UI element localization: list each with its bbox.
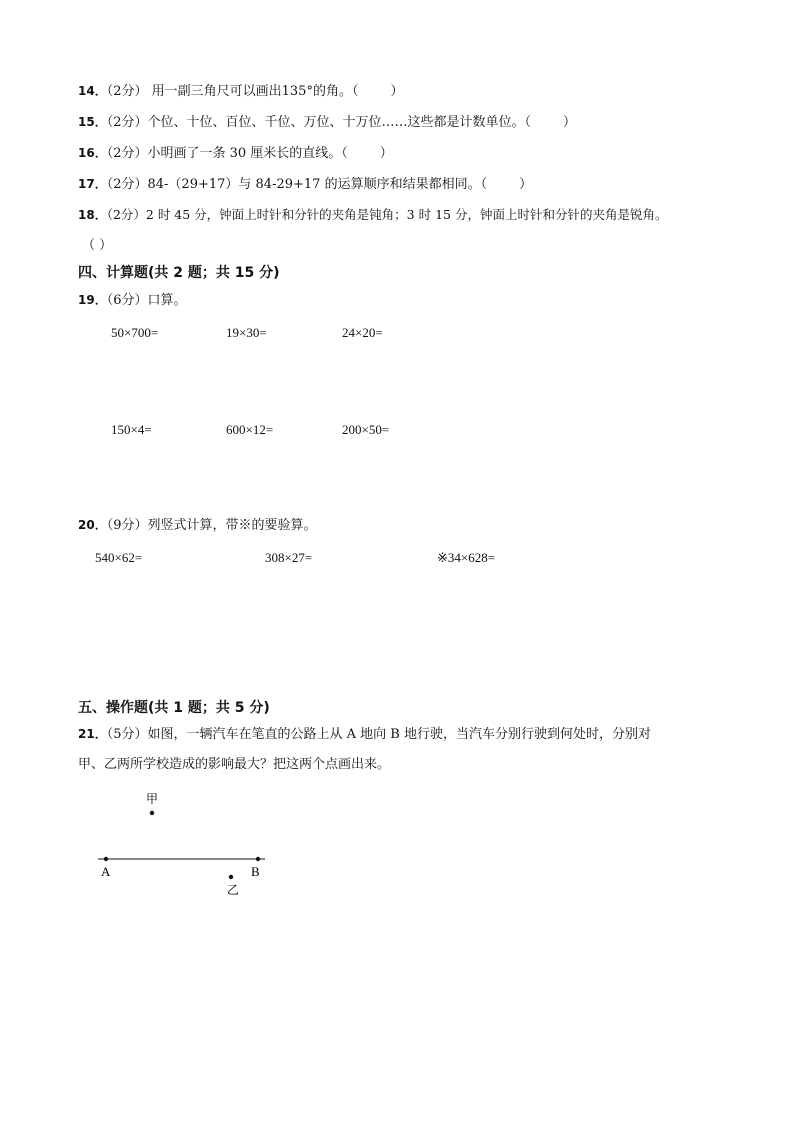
question-number: 15．: [78, 115, 107, 129]
question-number: 18．: [78, 208, 107, 222]
question-text: 个位、十位、百位、千位、万位、十万位……这些都是计数单位。（: [147, 115, 531, 130]
school-jia-dot: [150, 811, 154, 815]
question-number: 17．: [78, 177, 107, 191]
question-text: 84-（29+17）与 84-29+17 的运算顺序和结果都相同。（: [147, 177, 488, 192]
answer-paren-close: ）: [379, 146, 393, 161]
question-text: 小明画了一条 30 厘米长的直线。（: [147, 146, 348, 161]
question-text: 如图，一辆汽车在笔直的公路上从 A 地向 B 地行驶，当汽车分别行驶到何处时，分别对: [147, 727, 651, 742]
question-score: （9分）: [106, 518, 148, 533]
calc-item: 200×50=: [342, 422, 390, 437]
question-text: 口算。: [147, 293, 187, 308]
school-jia-label: 甲: [146, 792, 159, 806]
answer-paren-close: ）: [390, 84, 404, 99]
point-a-label: A: [101, 864, 111, 879]
point-b-label: B: [251, 864, 260, 879]
question-score: （2分）: [106, 84, 148, 99]
section-5-title: 五、操作题(共 1 题；共 5 分): [78, 700, 270, 716]
calc-item: 50×700=: [111, 325, 159, 340]
question-18-answer-parens: （ ）: [82, 238, 113, 253]
question-score: （2分）: [106, 115, 148, 130]
question-score: （2分）: [106, 207, 146, 222]
section-4-title: 四、计算题(共 2 题；共 15 分): [78, 265, 280, 281]
question-score: （2分）: [106, 146, 148, 161]
point-a-dot: [104, 857, 108, 861]
question-score: （5分）: [106, 727, 148, 742]
question-21-line2: 甲、乙两所学校造成的影响最大？把这两个点画出来。: [78, 757, 391, 772]
question-text: 2 时 45 分，钟面上时针和分针的夹角是钝角；3 时 15 分，钟面上时针和分针的夹角是锐角。: [145, 207, 668, 222]
school-yi-label: 乙: [227, 883, 240, 897]
calc-item: 150×4=: [111, 422, 152, 437]
vertical-calc-item: ※34×628=: [437, 550, 496, 565]
question-number: 19．: [78, 293, 107, 307]
answer-paren-close: ）: [563, 115, 577, 130]
question-number: 20．: [78, 518, 107, 532]
calc-item: 600×12=: [226, 422, 274, 437]
question-number: 16．: [78, 146, 107, 160]
question-number: 14．: [78, 84, 107, 98]
question-score: （2分）: [106, 177, 148, 192]
school-yi-dot: [229, 875, 233, 879]
question-number: 21．: [78, 727, 107, 741]
answer-paren-close: ）: [519, 177, 533, 192]
question-text: 列竖式计算，带※的要验算。: [147, 518, 317, 533]
vertical-calc-item: 308×27=: [265, 550, 313, 565]
calc-item: 24×20=: [342, 325, 383, 340]
point-b-dot: [256, 857, 260, 861]
question-score: （6分）: [106, 293, 148, 308]
question-text: 用一副三角尺可以画出135°的角。（: [151, 84, 359, 99]
calc-item: 19×30=: [226, 325, 267, 340]
vertical-calc-item: 540×62=: [95, 550, 143, 565]
